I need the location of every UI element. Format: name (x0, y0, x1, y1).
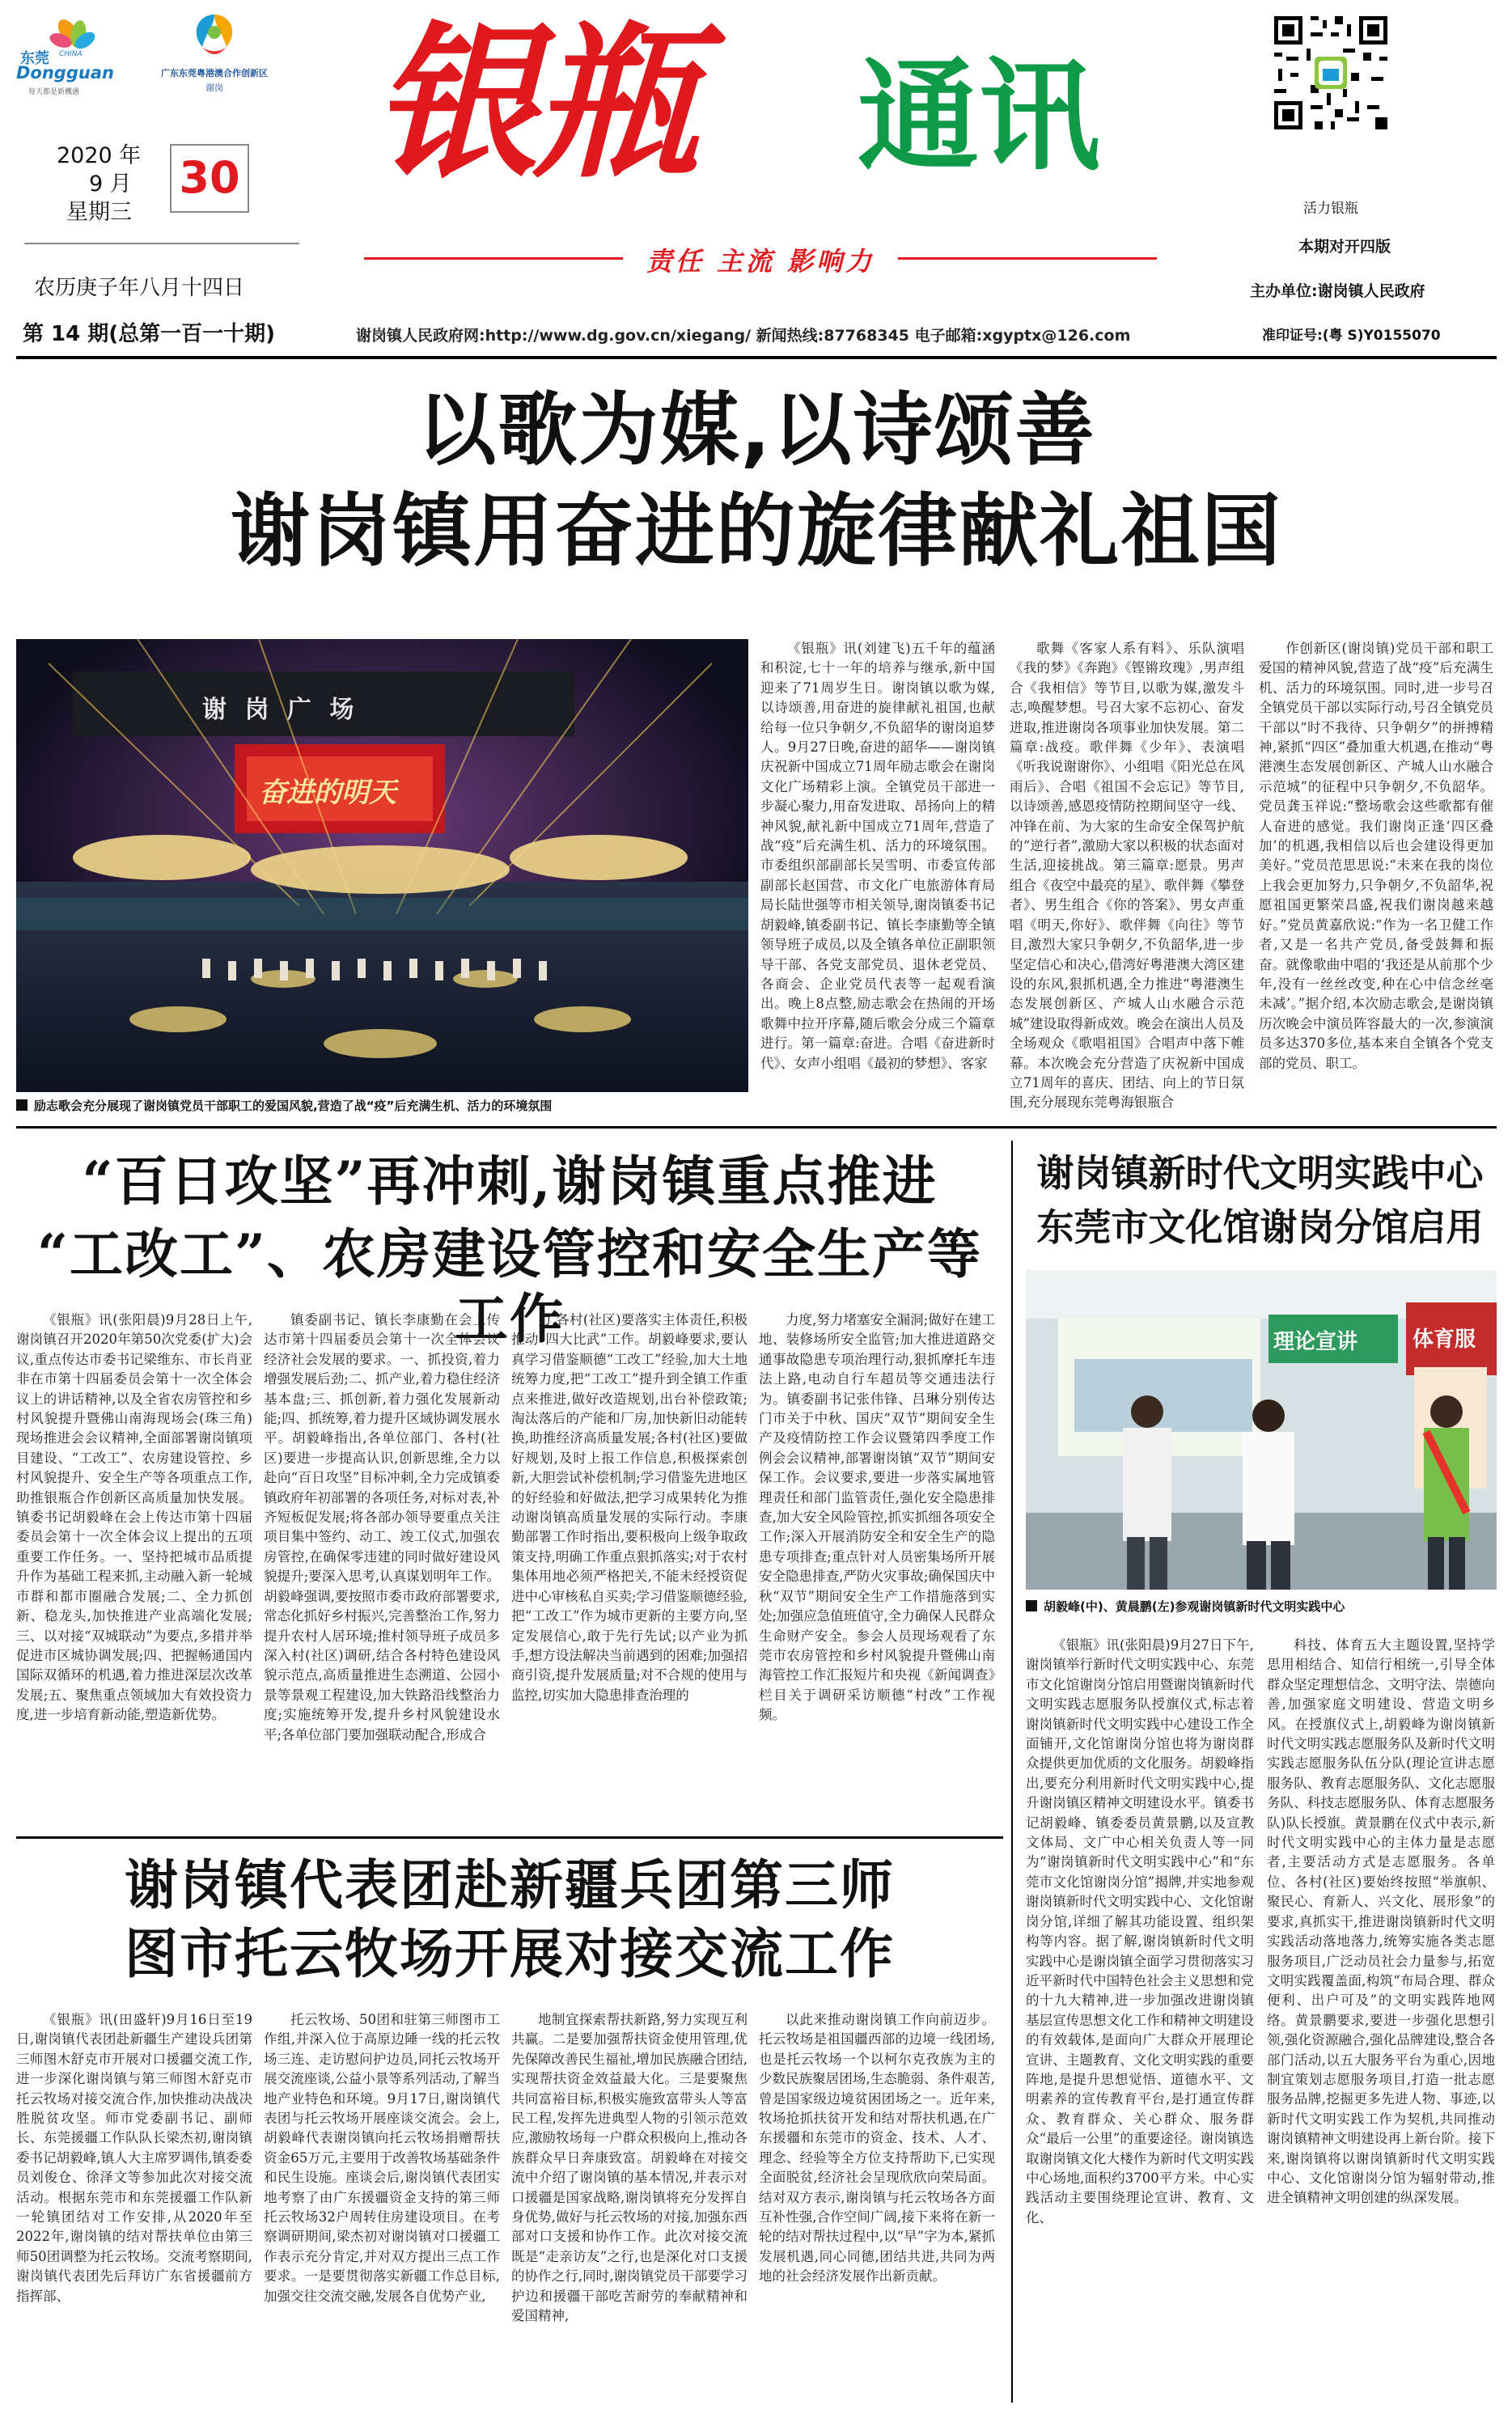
wall-sign-2: 体育服 (1412, 1328, 1476, 1352)
issue-number: 第 14 期(总第一百一十期) (23, 322, 276, 346)
article2-column-3-text: 力,各村(社区)要落实主体责任,积极推动“四大比武”工作。胡毅峰要求,要认真学习借鉴顺德“工改工”经验,加大土地统筹力度,把“工改工”提升到全镇工作重点来推进,做好改造规划,出台补偿政策;淘汰落后的产能和厂房,加快新旧动能转换,助推经济高质量发展;各村(社区)要做好规划,及时上报工作信息,积极探索创新,大胆尝试补偿机制;学习借鉴先进地区的好经验和好做法,把学习成果转化为推动谢岗镇高质量发展的实际行动。李康勤部署工作时指出,要积极向上级争取政策支持,明确工作重点狠抓落实;对于农村集体用地必须严格把关,不能未经授资促进中心审核私自买卖;学习借鉴顺德经验,把“工改工”作为城市更新的主要方向,坚定发展信心,敢于先行先试;以产业为抓手,想方设法解决当前遇到的困难;加强招商引资,提升发展质量;对不合规的使用与监控,切实加大隐患排查治理的 (511, 1312, 748, 1703)
article3-column-4 (759, 2010, 995, 2411)
logo-zone-text: 广东东莞粤港澳合作创新区 (161, 68, 268, 78)
article3-column-1-text: 《银瓶》讯(田盛轩)9月16日至19日,谢岗镇代表团赴新疆生产建设兵团第三师图木舒克市开展对口援疆交流工作,进一步深化谢岗镇与第三师图木舒克市托云牧场对接交流合作,加快推动决战决胜脱贫攻坚。师市党委副书记、副师长、东莞援疆工作队队长梁杰初,谢岗镇委书记胡毅峰,镇人大主席罗调伟,镇委委员刘俊仓、徐泽文等参加此次对接交流活动。根据东莞市和东莞援疆工作队新一轮镇团结对工作安排,从2020年至2022年,谢岗镇的结对帮扶单位由第三师50团调整为托云牧场。交流考察期间,谢岗镇代表团先后拜访广东省援疆前方指挥部、 (16, 2012, 252, 2304)
article2-column-2-text: 镇委副书记、镇长李康勤在会上传达市第十四届委员会第十一次全体会议经济社会发展的要求。一、抓投资,着力增强发展后劲;二、抓产业,着力稳住经济基本盘;三、抓创新,着力强化发展新动能;四、抓统筹,着力提升区域协调发展水平。胡毅峰指出,各单位部门、各村(社区)要进一步提高认识,创新思维,全力以赴向“百日攻坚”目标冲刺,全力完成镇委镇政府年初部署的各项任务,对标对表,补齐短板促发展;将各部办领导要重点关注项目集中签约、动工、竣工仪式,加强农房管控,在确保零违建的同时做好建设风貌提升;要深入思考,认真谋划明年工作。胡毅峰强调,要按照市委市政府部署要求,常态化抓好乡村振兴,完善整治工作,努力提升农村人居环境;推村领导班子成员多深入村(社区)调研,结合各村特色建设风貌示范点,高质量推进生态溯道、公园小景等景观工程建设,加大铁路沿线整治力度;实施统筹开发,提升乡村风貌建设水平;各单位部门要加强联动配合,形成合 (264, 1312, 500, 1743)
lead-headline-2: 谢岗镇用奋进的旋律献礼祖国 (230, 485, 1282, 578)
article2-column-1-text: 《银瓶》讯(张阳晨)9月28日上午,谢岗镇召开2020年第50次党委(扩大)会议,重点传达市委书记梁维东、市长肖亚非在市第十四届委员会第十一次全体会议上的讲话精神,以及全省农房管控和乡村风貌提升暨佛山南海现场会(珠三角)现场推进会会议精神,全面部署谢岗镇项目建设、“工改工”、农房建设管控、乡村风貌提升、安全生产等各项重点工作,助推银瓶合作创新区高质量加快发展。镇委书记胡毅峰在会上传达市第十四届委员会第十一次全体会议上提出的五项重要工作任务。一、坚持把城市品质提升作为基础工程来抓,主动融入新一轮城市群和都市圈融合发展;二、全力抓创新、稳龙头,加快推进产业高端化发展;三、以对接“双城联动”为要点,多措并举促进市区城协调发展;四、把握畅通国内国际双循环的机遇,着力推进深层次改革发展;五、聚焦重点领域加大有效投资力度,进一步培育新动能,塑造新优势。 (16, 1312, 252, 1723)
contact-line: 谢岗镇人民政府网:http://www.dg.gov.cn/xiegang/ 新闻热线:87768345 电子邮箱:xgyptx@126.com (356, 327, 1131, 345)
lead-headline-1: 以歌为媒,以诗颂善 (417, 384, 1096, 476)
article2-column-1 (16, 1311, 252, 1828)
weekday: 星期三 (66, 200, 132, 225)
pages-info: 本期对开四版 (1298, 238, 1391, 256)
slogan: 责任 主流 影响力 (646, 246, 875, 277)
article2-column-4 (759, 1311, 995, 1828)
article4-headline-2: 东莞市文化馆谢岗分馆启用 (1036, 1205, 1484, 1249)
article4-column-1-text: 《银瓶》讯(张阳晨)9月27日下午,谢岗镇举行新时代文明实践中心、东莞市文化馆谢岗分馆启用暨谢岗镇新时代文明实践志愿服务队授旗仪式,标志着谢岗镇新时代文明实践中心建设工作全面铺开,文化馆谢岗分馆也将为谢岗群众提供更加优质的文化服务。胡毅峰指出,要充分利用新时代文明实践中心,提升谢岗镇区精神文明建设水平。镇委书记胡毅峰、镇委委员黄景鹏,以及宣教文体局、文广中心相关负责人等一同为“谢岗镇新时代文明实践中心”和“东莞市文化馆谢岗分馆”揭牌,并实地参观谢岗镇新时代文明实践中心、文化馆谢岗分馆,详细了解其功能设置、组织架构等内容。据了解,谢岗镇新时代文明实践中心是谢岗镇全面学习贯彻落实习近平新时代中国特色社会主义思想和党的十九大精神,进一步加强改进谢岗镇基层宣传思想文化工作和精神文明建设的有效载体,是面向广大群众开展理论宣讲、主题教育、文化文明实践的重要阵地,是提升思想觉悟、道德水平、文明素养的宣传教育平台,是打通宣传群众、教育群众、关心群众、服务群众“最后一公里”的重要途径。谢岗镇选取谢岗镇文化大楼作为新时代文明实践中心场地,面积约3700平方米。中心实践活动主要围绕理论宣讲、教育、文化、 (1026, 1637, 1254, 2225)
lead-column-1 (760, 639, 995, 1116)
article3-column-1 (16, 2010, 252, 2411)
qr-code-icon (1270, 12, 1391, 166)
permit-info: 准印证号:(粤 S)Y0155070 (1262, 328, 1441, 344)
article3-column-3 (511, 2010, 748, 2411)
caption-bullet-icon (1026, 1600, 1037, 1611)
article3-column-4-text: 以此来推动谢岗镇工作向前迈步。托云牧场是祖国疆西部的边境一线团场,也是托云牧场一个以柯尔克孜族为主的少数民族聚居团场,生态脆弱、条件艰苦,曾是国家级边境贫困团场之一。近年来,牧场抢抓扶贫开发和结对帮扶机遇,在广东援疆和东莞市的资金、技术、人才、理念、经验等全方位支持帮助下,已实现全面脱贫,经济社会呈现欣欣向荣局面。结对双方表示,谢岗镇与托云牧场各方面互补性强,合作空间广阔,接下来将在新一轮的结对帮扶过程中,以“早”字为本,紧抓发展机遇,同心同德,团结共进,共同为两地的社会经济发展作出新贡献。 (759, 2012, 995, 2285)
article4-column-2 (1267, 1636, 1495, 2411)
article3-column-3-text: 地制宜探索帮扶新路,努力实现互利共赢。二是要加强帮扶资金使用管理,优先保障改善民生福祉,增加民族融合团结,实现帮扶资金效益最大化。三是要聚焦共同富裕目标,积极实施致富带头人等富民工程,发挥先进典型人物的引领示范效应,激励牧场每一户群众积极向上,推动各族群众早日奔康致富。胡毅峰在对接交流中介绍了谢岗镇的基本情况,并表示对口援疆是国家战略,谢岗镇将充分发挥自身优势,做好与托云牧场的对接,加强东西部对口支援和协作工作。此次对接交流既是“走亲访友”之行,也是深化对口支援的协作之行,同时,谢岗镇党员干部要学习护边和援疆干部吃苦耐劳的奉献精神和爱国精神, (511, 2012, 748, 2324)
caption-bullet-icon (16, 1099, 28, 1111)
exhibition-photo-graphic (1026, 1270, 1497, 1590)
lead-photo-caption (16, 1097, 748, 1114)
logo-city-cn: 东莞 (20, 50, 49, 67)
dongguan-logo (12, 15, 113, 95)
article3-headline-2: 图市托云牧场开展对接交流工作 (125, 1922, 895, 1985)
article2-column-4-text: 力度,努力堵塞安全漏洞;做好在建工地、装修场所安全监管;加大推进道路交通事故隐患专项治理行动,狠抓摩托车违法上路,电动自行车超员等交通违法行为。镇委副书记张伟锋、吕琳分别传达门市关于中秋、国庆“双节”期间安全生产及疫情防控工作会议暨第四季度工作例会会议精神,部署谢岗镇“双节”期间安保工作。会议要求,要进一步落实属地管理责任和部门监管责任,强化安全隐患排查,加大安全风险管控,抓实抓细各项安全工作;深入开展消防安全和安全生产的隐患专项排查;重点针对人员密集场所开展安全隐患排查,严防火灾事故;确保国庆中秋“双节”期间安全生产工作措施落到实处;加强应急值班值守,全力确保人民群众生命财产安全。参会人员现场观看了东莞市农房管控和乡村风貌提升暨佛山南海管控工作汇报短片和央视《新闻调查》栏目关于调研采访顺德“村改”工作视频。 (759, 1312, 995, 1723)
day-number: 30 (179, 152, 240, 203)
date-year: 2020 年 (57, 143, 142, 168)
stage-banner: 奋进的明天 (259, 777, 396, 809)
zone-logo (150, 8, 279, 97)
masthead-title-red: 银瓶 (372, 6, 694, 201)
logo-city-slogan: 每天都是新機遇 (28, 88, 80, 96)
article2-column-3 (511, 1311, 748, 1828)
lead-column-3-text: 作创新区(谢岗镇)党员干部和职工爱国的精神风貌,营造了战“疫”后充满生机、活力的环境氛围。同时,进一步号召全镇党员干部以实际行动,号召全镇党员干部以“时不我待、只争朝夕”的拼搏精神,紧抓“四区”叠加重大机遇,在推动“粤港澳生态发展创新区、产城人山水融合示范城”的征程中只争朝夕,不负韶华。党员龚玉祥说:“整场歌会这些歌都有催人奋进的感觉。我们谢岗正逢‘四区叠加’的机遇,我相信以后也会建设得更加美好。”党员范思思说:“未来在我的岗位上我会更加努力,只争朝夕,不负韶华,祝愿祖国更繁荣昌盛,祝我们谢岗越来越好。”党员黄嘉欣说:“作为一名卫健工作者,又是一名共产党员,备受鼓舞和振奋。就像歌曲中唱的‘我还是从前那个少年,没有一丝丝改变,种在心中信念丝毫未减’。”据介绍,本次励志歌会,是谢岗镇历次晚会中演员阵容最大的一次,参演演员多达370多位,基本来自全镇各个党支部的党员、职工。 (1259, 641, 1493, 1071)
article4-photo (1026, 1270, 1497, 1590)
article2-headline-2: “工改工”、农房建设管控和安全生产等工作 (37, 1222, 982, 1350)
qr-code[interactable] (1270, 12, 1391, 217)
wall-sign: 理论宣讲 (1273, 1330, 1358, 1354)
article4-photo-caption (1026, 1598, 1497, 1615)
logo-city-en: Dongguan (16, 63, 114, 83)
article4-column-2-text: 科技、体育五大主题设置,坚持学思用相结合、知信行相统一,引导全体群众坚定理想信念、文明守法、崇德向善,加强家庭文明建设、营造文明乡风。在授旗仪式上,胡毅峰为谢岗镇新时代文明实践志愿服务队及新时代文明实践志愿服务队伍分队(理论宣讲志愿服务队、教育志愿服务队、文化志愿服务队、科技志愿服务队、体育志愿服务队)队长授旗。黄景鹏在仪式中表示,新时代文明实践中心的主体力量是志愿者,主要活动方式是志愿服务。各单位、各村(社区)要始终按照“举旗帜、聚民心、育新人、兴文化、展形象”的要求,真抓实干,推进谢岗镇新时代文明实践活动落地落力,统筹实施各类志愿服务项目,广泛动员社会力量参与,拓宽文明实践覆盖面,构筑“布局合理、群众便利、出户可及”的文明实践阵地网络。黄景鹏要求,要进一步强化思想引领,强化资源融合,强化品牌建设,整合各部门活动,以五大服务平台为重心,因地制宜策划志愿服务项目,打造一批志愿服务品牌,挖掘更多先进人物、事迹,以新时代文明实践工作为契机,共同推动谢岗镇精神文明建设再上新台阶。接下来,谢岗镇将以谢岗镇新时代文明实践中心、文化馆谢岗分馆为辐射带动,推进全镇精神文明创建的纵深发展。 (1267, 1637, 1495, 2206)
stage-photo-graphic (16, 639, 748, 1092)
lead-photo-caption-text: 励志歌会充分展现了谢岗镇党员干部职工的爱国风貌,营造了战“疫”后充满生机、活力的环境氛围 (34, 1099, 553, 1113)
zone-logo-icon (178, 8, 251, 65)
article4-column-1 (1026, 1636, 1254, 2411)
lead-column-3 (1259, 639, 1493, 1116)
lead-column-2-text: 歌舞《客家人系有料》、乐队演唱《我的梦》《奔跑》《铿锵玫瑰》,男声组合《我相信》等节目,以歌为媒,激发斗志,唤醒梦想。号召大家不忘初心、奋发进取,推进谢岗各项事业加快发展。第二篇章:战疫。歌伴舞《少年》、表演唱《听我说谢谢你》、小组唱《阳光总在风雨后》、合唱《祖国不会忘记》等节目,以诗颂善,感恩疫情防控期间坚守一线、冲锋在前、为大家的生命安全保驾护航的“逆行者”,激励大家以积极的状态面对生活,迎接挑战。第三篇章:愿景。男声组合《夜空中最亮的星》、歌伴舞《攀登者》、男生组合《你的答案》、男女声重唱《明天,你好》、歌伴舞《向往》等节目,激烈大家只争朝夕,不负韶华,进一步坚定信心和决心,借湾好粤港澳大湾区建设的东风,狠抓机遇,全力推进“粤港澳生态发展创新区、产城人山水融合示范城”建设取得新成效。晚会在演出人员及全场观众《歌唱祖国》合唱声中落下帷幕。本次晚会充分营造了庆祝新中国成立71周年的喜庆、团结、向上的节日氛围,充分展现东莞粤海银瓶合 (1010, 641, 1244, 1111)
lead-column-2 (1010, 639, 1244, 1116)
lead-column-1-text: 《银瓶》讯(刘建飞)五千年的蕴涵和积淀,七十一年的培养与继承,新中国迎来了71周岁生日。谢岗镇以歌为媒,以诗颂善,用奋进的旋律献礼祖国,也献给每一位只争朝夕,不负韶华的谢岗追梦人。9月27日晚,奋进的韶华——谢岗镇庆祝新中国成立71周年励志歌会在谢岗文化广场精彩上演。全镇党员干部进一步凝心聚力,用奋发进取、昂扬向上的精神风貌,献礼新中国成立71周年,营造了战“疫”后充满生机、活力的环境氛围。市委组织部副部长吴雪明、市委宣传部副部长赵国营、市文化广电旅游体育局局长陆世强等市相关领导,谢岗镇委书记胡毅峰,镇委副书记、镇长李康勤等全镇领导班子成员,以及全镇各单位正副职领导干部、各党支部党员、退休老党员、各商会、企业党员代表等一起观看演出。晚上8点整,励志歌会在热闹的开场歌舞中拉开序幕,随后歌会分成三个篇章进行。第一篇章:奋进。合唱《奋进新时代》、女声小组唱《最初的梦想》、客家 (760, 641, 995, 1071)
slogan-bar (364, 241, 1157, 275)
article3-headline-1: 谢岗镇代表团赴新疆兵团第三师 (125, 1853, 895, 1916)
article3-column-2 (264, 2010, 500, 2411)
article2-column-2 (264, 1311, 500, 1828)
masthead-title-green: 通讯 (858, 47, 1101, 188)
logo-city-sub: CHINA (59, 50, 83, 58)
stage-sign: 谢 岗 广 场 (202, 696, 359, 724)
article4-photo-caption-text: 胡毅峰(中)、黄晨鹏(左)参观谢岗镇新时代文明实践中心 (1044, 1599, 1345, 1614)
article3-column-2-text: 托云牧场、50团和驻第三师图市工作组,并深入位于高原边陲一线的托云牧场三连、走访慰问护边员,同托云牧场开展交流座谈,公益小景等系列活动,了解当地产业特色和环境。9月17日,谢岗镇代表团与托云牧场开展座谈交流会。会上,胡毅峰代表谢岗镇向托云牧场捐赠帮扶资金65万元,主要用于改善牧场基础条件和民生设施。座谈会后,谢岗镇代表团实地考察了由广东援疆资金支持的第三师托云牧场32户周转住房建设项目。在考察调研期间,梁杰初对谢岗镇对口援疆工作表示充分肯定,并对双方提出三点工作要求。一是要贯彻落实新疆工作总目标,加强交往交流交融,发展各自优势产业, (264, 2012, 500, 2304)
date-month: 9 月 (89, 172, 132, 197)
sponsor-info: 主办单位:谢岗镇人民政府 (1250, 282, 1425, 300)
qr-label: 活力银瓶 (1303, 201, 1358, 217)
article4-headline-1: 谢岗镇新时代文明实践中心 (1036, 1151, 1484, 1195)
day-box (170, 144, 249, 213)
lead-photo (16, 639, 748, 1092)
article2-headline-1: “百日攻坚”再冲刺,谢岗镇重点推进 (82, 1150, 938, 1213)
logo-zone-sub: 谢岗 (205, 83, 223, 93)
lunar-date: 农历庚子年八月十四日 (34, 276, 245, 300)
